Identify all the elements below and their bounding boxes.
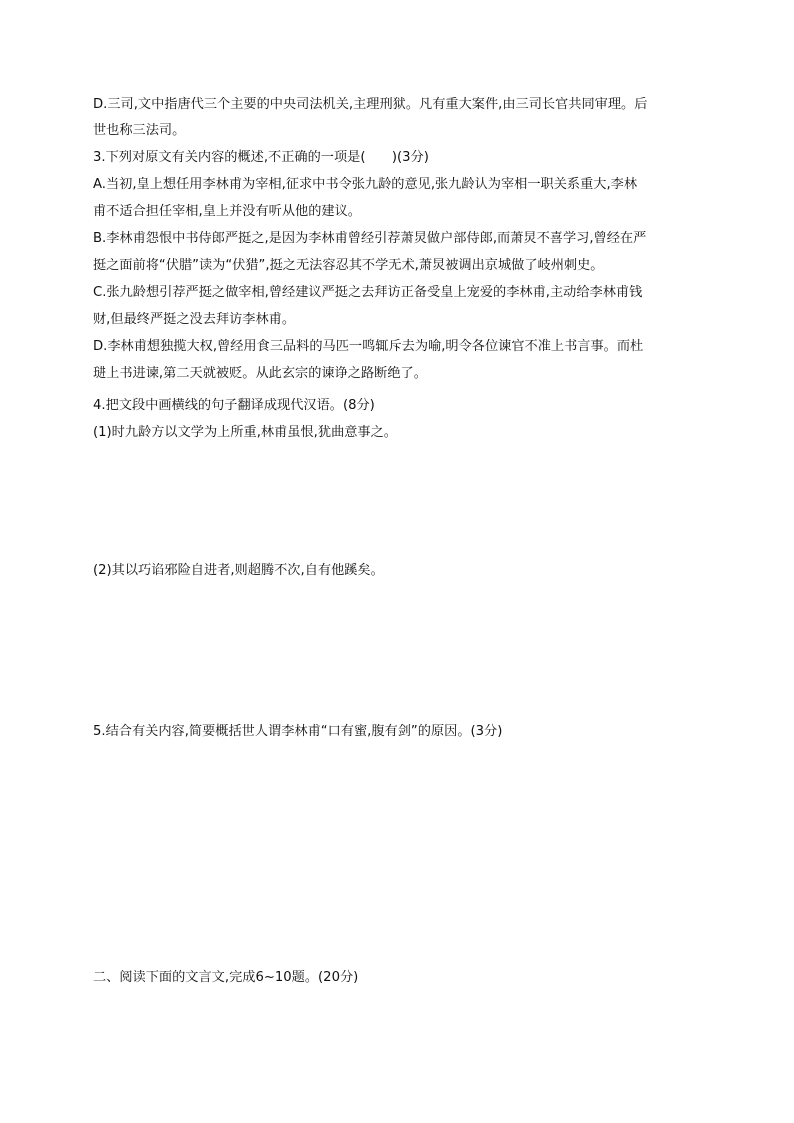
q3-option-a-line2: 甫不适合担任宰相,皇上并没有听从他的建议。 [93, 204, 361, 219]
q4-stem: 4.把文段中画横线的句子翻译成现代汉语。(8分) [93, 398, 375, 413]
q2-option-d-line2: 世也称三法司。 [93, 123, 186, 138]
q3-option-a-line1: A.当初,皇上想任用李林甫为宰相,征求中书令张九龄的意见,张九龄认为宰相一职关系重大,李林 [93, 177, 638, 192]
q4-sub1: (1)时九龄方以文学为上所重,林甫虽恨,犹曲意事之。 [93, 425, 397, 440]
q3-option-c-line1: C.张九龄想引荐严挺之做宰相,曾经建议严挺之去拜访正备受皇上宠爱的李林甫,主动给李林甫钱 [93, 285, 643, 300]
q4-sub2: (2)其以巧谄邪险自进者,则超腾不次,自有他蹊矣。 [93, 563, 384, 578]
q3-option-b-line1: B.李林甫怨恨中书侍郎严挺之,是因为李林甫曾经引荐萧炅做户部侍郎,而萧炅不喜学习,曾经在严 [93, 231, 647, 246]
section2-heading: 二、阅读下面的文言文,完成6~10题。(20分) [93, 970, 359, 985]
q3-option-d-line1: D.李林甫想独揽大权,曾经用食三品料的马匹一鸣辄斥去为喻,明令各位谏官不准上书言事。而杜 [93, 339, 644, 354]
q3-option-b-line2: 挺之面前将“伏腊”读为“伏猎”,挺之无法容忍其不学无术,萧炅被调出京城做了岐州刺史。 [93, 258, 604, 273]
q3-stem: 3.下列对原文有关内容的概述,不正确的一项是( )(3分) [93, 150, 429, 165]
q5-stem: 5.结合有关内容,简要概括世人谓李林甫“口有蜜,腹有剑”的原因。(3分) [93, 724, 503, 739]
q3-option-d-line2: 琎上书进谏,第二天就被贬。从此玄宗的谏诤之路断绝了。 [93, 366, 427, 381]
q3-option-c-line2: 财,但最终严挺之没去拜访李林甫。 [93, 312, 296, 327]
q2-option-d-line1: D.三司,文中指唐代三个主要的中央司法机关,主理刑狱。凡有重大案件,由三司长官共同审理。后 [93, 97, 648, 112]
